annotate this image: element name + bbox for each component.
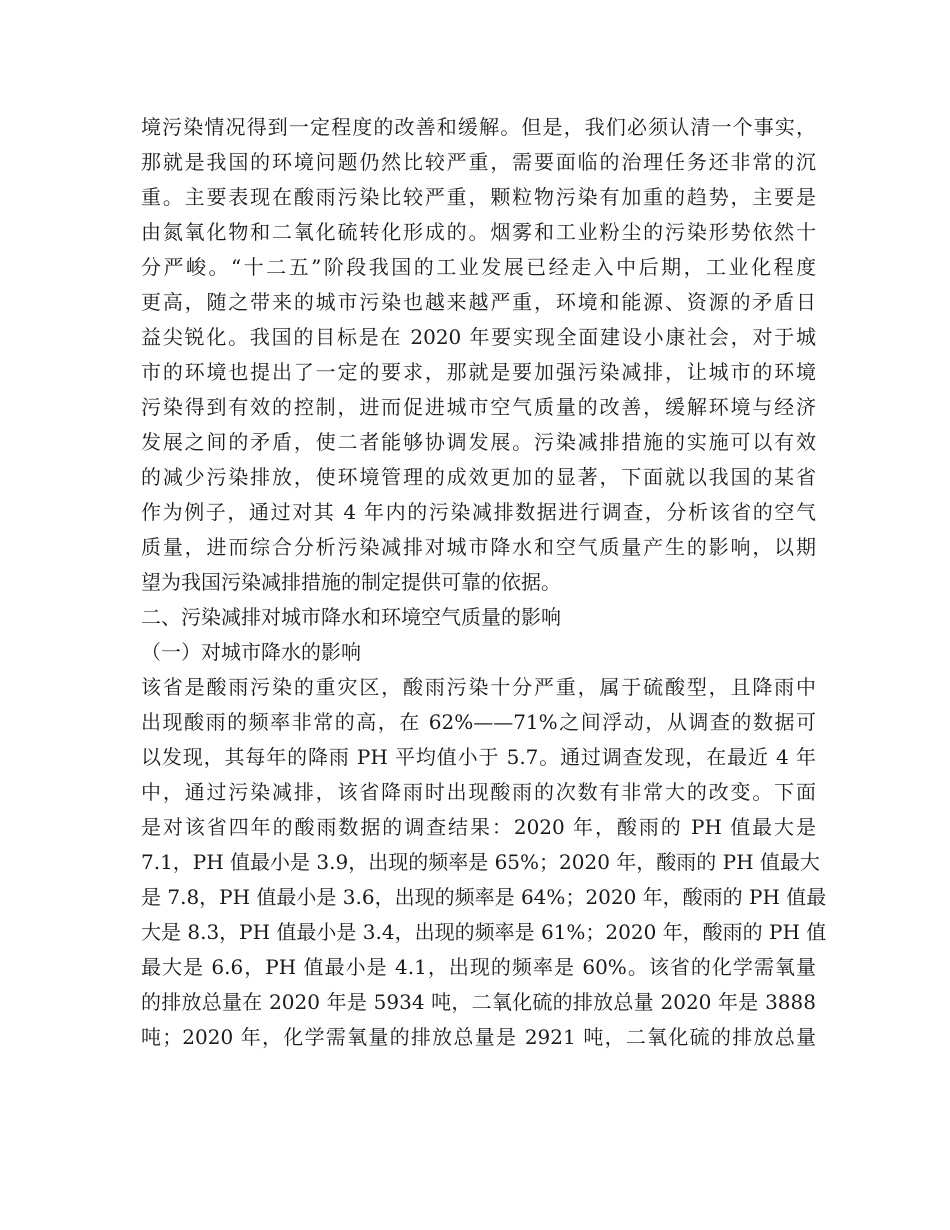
paragraph-line: 更高，随之带来的城市污染也越来越严重，环境和能源、资源的矛盾日 [141,290,816,314]
paragraph-line: 吨；2020 年，化学需氧量的排放总量是 2921 吨，二氧化硫的排放总量 [141,1025,816,1049]
paragraph-line: 的排放总量在 2020 年是 5934 吨，二氧化硫的排放总量 2020 年是 3888 [141,990,816,1014]
paragraph-line: 望为我国污染减排措施的制定提供可靠的依据。 [141,570,561,594]
document-page [141,110,827,1055]
paragraph-line: 的减少污染排放，使环境管理的成效更加的显著，下面就以我国的某省 [141,465,816,489]
paragraph-line: 质量，进而综合分析污染减排对城市降水和空气质量产生的影响，以期 [141,535,816,559]
paragraph-line: 该省是酸雨污染的重灾区，酸雨污染十分严重，属于硫酸型，且降雨中 [141,675,816,699]
paragraph-line: 市的环境也提出了一定的要求，那就是要加强污染减排，让城市的环境 [141,360,816,384]
paragraph-line: 以发现，其每年的降雨 PH 平均值小于 5.7。通过调查发现，在最近 4 年 [141,745,816,769]
paragraph-line: 污染得到有效的控制，进而促进城市空气质量的改善，缓解环境与经济 [141,395,816,419]
paragraph-line: 大是 8.3，PH 值最小是 3.4，出现的频率是 61%；2020 年，酸雨的 PH 值 [141,920,827,944]
paragraph-line: 是对该省四年的酸雨数据的调查结果：2020 年，酸雨的 PH 值最大是 [141,815,816,839]
paragraph-line: 那就是我国的环境问题仍然比较严重，需要面临的治理任务还非常的沉 [141,150,816,174]
paragraph-line: 由氮氧化物和二氧化硫转化形成的。烟雾和工业粉尘的污染形势依然十 [141,220,816,244]
paragraph-line: 7.1，PH 值最小是 3.9，出现的频率是 65%；2020 年，酸雨的 PH 值最大 [141,850,820,874]
paragraph-line: 中，通过污染减排，该省降雨时出现酸雨的次数有非常大的改变。下面 [141,780,816,804]
paragraph-line: 发展之间的矛盾，使二者能够协调发展。污染减排措施的实施可以有效 [141,430,816,454]
subsection-heading: （一）对城市降水的影响 [141,640,361,664]
paragraph-line: 重。主要表现在酸雨污染比较严重，颗粒物污染有加重的趋势，主要是 [141,185,816,209]
paragraph-line: 是 7.8，PH 值最小是 3.6，出现的频率是 64%；2020 年，酸雨的 PH 值最 [141,885,827,909]
paragraph-line: 出现酸雨的频率非常的高，在 62%——71%之间浮动，从调查的数据可 [141,710,816,734]
paragraph-line: 最大是 6.6，PH 值最小是 4.1，出现的频率是 60%。该省的化学需氧量 [141,955,816,979]
section-heading: 二、污染减排对城市降水和环境空气质量的影响 [141,605,561,629]
paragraph-line: 分严峻。“十二五”阶段我国的工业发展已经走入中后期，工业化程度 [141,255,816,279]
paragraph-line: 境污染情况得到一定程度的改善和缓解。但是，我们必须认清一个事实， [141,115,816,139]
paragraph-line: 益尖锐化。我国的目标是在 2020 年要实现全面建设小康社会，对于城 [141,325,816,349]
paragraph-line: 作为例子，通过对其 4 年内的污染减排数据进行调查，分析该省的空气 [141,500,816,524]
